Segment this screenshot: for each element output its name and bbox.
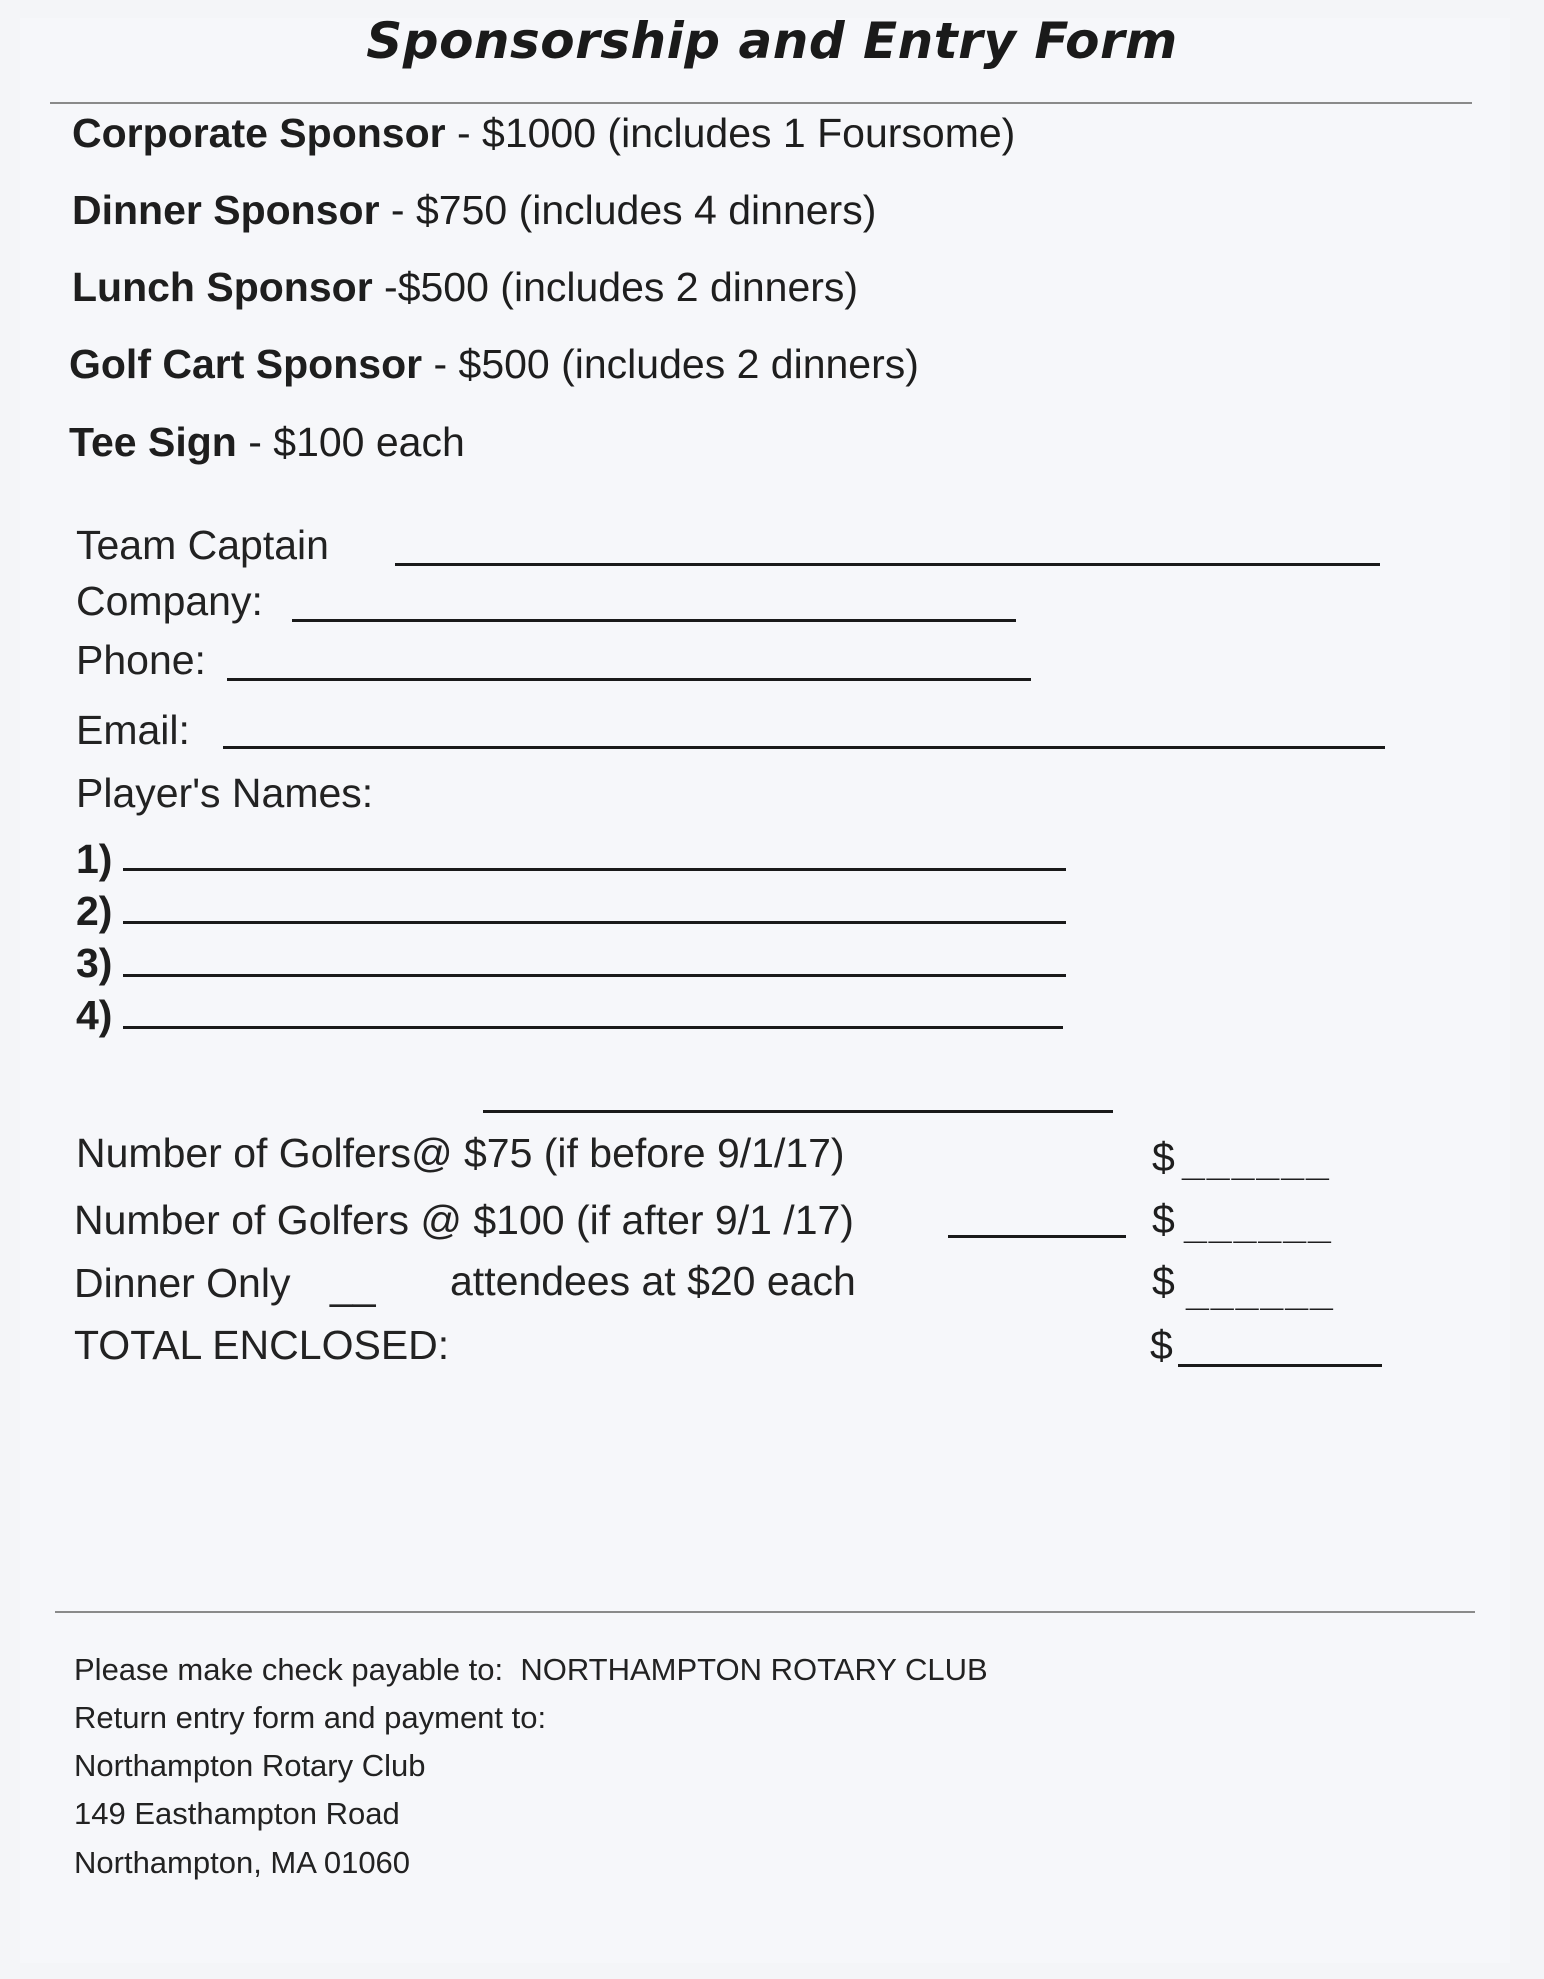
sponsor-corporate [72,110,1015,157]
players-label: Player's Names: [76,770,374,816]
dinner-rate-label: attendees at $20 each [450,1258,856,1304]
top-divider [50,102,1472,104]
amount-field[interactable]: ______ [1184,1201,1333,1247]
dinner-count-field[interactable]: __ [330,1262,376,1308]
dollar-sign: $ [1150,1322,1173,1368]
player-number: 4) [76,992,113,1038]
email-label: Email: [76,707,190,753]
player-number: 1) [76,836,113,882]
payable-line [74,1652,988,1688]
sponsor-golf-cart [69,341,919,388]
address-org: Northampton Rotary Club [74,1748,426,1783]
golfers-before-label: Number of Golfers@ $75 (if before 9/1/17) [76,1130,845,1176]
bottom-divider [55,1611,1475,1613]
sponsor-lunch [72,264,858,311]
company-label: Company: [76,578,263,624]
sponsor-detail: - $1000 (includes 1 Foursome) [445,110,1016,156]
sponsor-name: Corporate Sponsor [72,110,446,156]
player-number: 3) [76,940,113,986]
form-title: Sponsorship and Entry Form [366,12,1178,70]
sponsor-detail: -$500 (includes 2 dinners) [372,264,859,310]
sponsor-detail: - $500 (includes 2 dinners) [422,341,919,387]
address-street: 149 Easthampton Road [74,1796,400,1831]
player-2-field[interactable] [123,921,1066,924]
address-city: Northampton, MA 01060 [74,1845,411,1880]
golfers-after-count-field[interactable] [948,1235,1126,1238]
golfers-count-field[interactable] [483,1110,1113,1113]
total-enclosed-label: TOTAL ENCLOSED: [74,1322,450,1368]
sponsor-detail: - $750 (includes 4 dinners) [379,187,877,233]
amount-field[interactable]: ______ [1186,1268,1335,1314]
sponsor-name: Tee Sign [69,419,237,465]
sponsor-tee-sign [69,419,465,466]
player-3-field[interactable] [123,974,1066,977]
dollar-sign: $ [1152,1258,1175,1304]
return-instructions: Return entry form and payment to: [74,1700,547,1735]
team-captain-label: Team Captain [76,522,329,568]
email-field[interactable] [223,746,1385,749]
golfers-after-label: Number of Golfers @ $100 (if after 9/1 /17) [74,1197,854,1243]
player-number: 2) [76,888,113,934]
player-4-field[interactable] [123,1026,1063,1029]
player-1-field[interactable] [123,868,1066,871]
sponsor-name: Dinner Sponsor [72,187,380,233]
total-field[interactable] [1178,1364,1382,1367]
phone-field[interactable] [227,678,1031,681]
sponsor-dinner [72,187,876,234]
company-field[interactable] [292,619,1016,622]
sponsor-detail: - $100 each [236,419,465,465]
team-captain-field[interactable] [395,563,1380,566]
dollar-sign: $ [1152,1196,1175,1242]
sponsor-name: Lunch Sponsor [72,264,373,310]
phone-label: Phone: [76,637,206,683]
sponsor-name: Golf Cart Sponsor [69,341,423,387]
dollar-sign: $ [1152,1134,1175,1180]
dinner-only-label: Dinner Only [74,1260,291,1306]
payable-to: NORTHAMPTON ROTARY CLUB [520,1652,988,1687]
amount-field[interactable]: ______ [1182,1138,1331,1184]
payable-prefix: Please make check payable to: [74,1652,504,1687]
